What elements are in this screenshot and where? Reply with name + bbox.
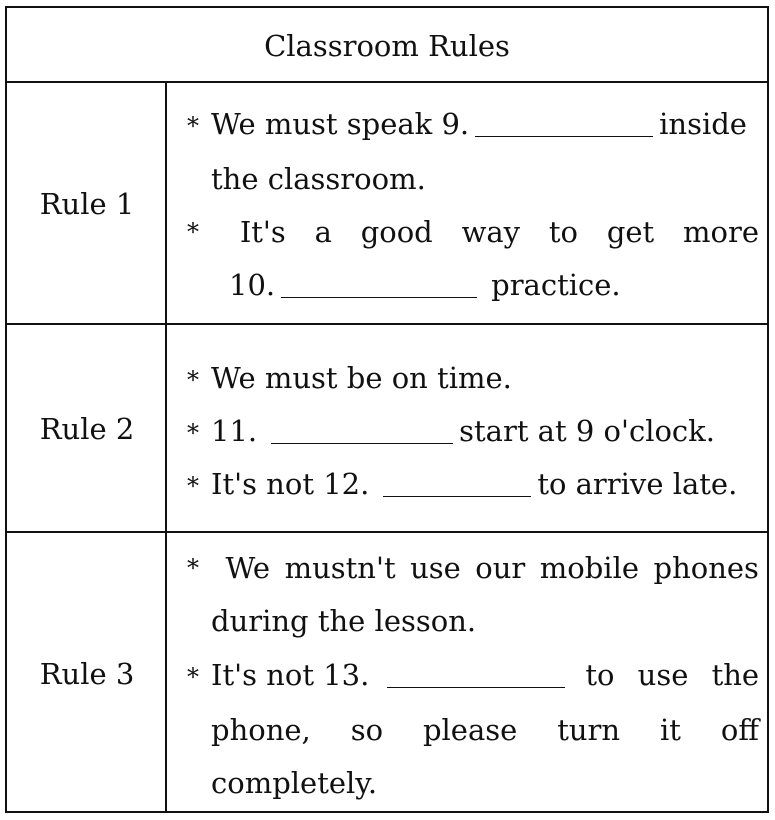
rule3-line-5 — [211, 757, 759, 809]
rule2-line-2 — [187, 405, 759, 457]
asterisk-icon: * — [187, 554, 199, 582]
rule1-line-3 — [187, 206, 759, 258]
word: way — [461, 215, 521, 249]
word: We — [225, 551, 271, 585]
asterisk-icon: * — [187, 218, 199, 246]
table-title: Classroom Rules — [264, 28, 510, 63]
word: our — [475, 551, 526, 585]
word: so — [350, 713, 384, 747]
asterisk-icon: * — [187, 472, 199, 500]
rule1-text: We must speak 9. — [211, 107, 470, 141]
word: It's — [239, 215, 286, 249]
rule1-text: 10. — [229, 268, 276, 302]
rule-label-1: Rule 1 — [39, 187, 135, 221]
rule2-line-3 — [187, 458, 759, 510]
rule3-text: to use the — [585, 658, 760, 692]
word: it — [660, 713, 681, 747]
rule2-text: to arrive late. — [537, 467, 738, 501]
answer-blank-13 — [387, 657, 565, 688]
rule1-text: inside — [659, 107, 747, 141]
rule3-line-1 — [187, 542, 759, 594]
rule1-text: the classroom. — [211, 162, 426, 196]
rule3-text: It's not 13. — [211, 658, 370, 692]
asterisk-icon: * — [187, 366, 199, 394]
rule1-line-4 — [229, 259, 759, 311]
rule2-text: It's not 12. — [211, 467, 370, 501]
word: mobile — [539, 551, 640, 585]
rule2-line-1 — [187, 352, 759, 404]
word: get — [606, 215, 655, 249]
rule3-line-4 — [211, 704, 759, 756]
word: mustn't — [284, 551, 396, 585]
answer-blank-9 — [475, 106, 653, 137]
word: please — [422, 713, 518, 747]
asterisk-icon: * — [187, 112, 199, 140]
asterisk-icon: * — [187, 419, 199, 447]
word: phone, — [211, 713, 311, 747]
rule-label-2: Rule 2 — [39, 412, 135, 446]
word: a — [314, 215, 332, 249]
rule1-line-1 — [187, 98, 759, 150]
rule2-text: start at 9 o'clock. — [459, 414, 715, 448]
word: off — [720, 713, 759, 747]
word: turn — [557, 713, 621, 747]
word: phones — [653, 551, 759, 585]
rule3-text: during the lesson. — [211, 604, 477, 638]
rule3-line-2 — [211, 595, 759, 647]
rule3-line-3 — [187, 649, 759, 701]
answer-blank-10 — [281, 267, 477, 298]
rule1-line-2 — [211, 153, 759, 205]
rule-label-3: Rule 3 — [39, 657, 135, 691]
word: good — [360, 215, 433, 249]
word: more — [683, 215, 759, 249]
rule2-text: We must be on time. — [211, 361, 512, 395]
rule1-text: practice. — [491, 268, 621, 302]
word: use — [410, 551, 461, 585]
answer-blank-12 — [383, 466, 531, 497]
word: to — [548, 215, 578, 249]
asterisk-icon: * — [187, 663, 199, 691]
answer-blank-11 — [271, 413, 453, 444]
rule2-text: 11. — [211, 414, 258, 448]
rule3-text: completely. — [211, 766, 378, 800]
classroom-rules-table — [5, 6, 769, 813]
